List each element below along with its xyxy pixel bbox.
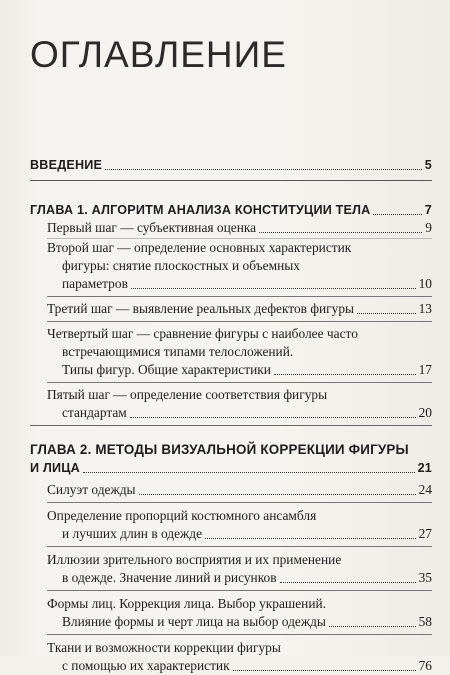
toc-page-number: 17 xyxy=(418,362,432,377)
toc-page-number: 13 xyxy=(418,301,432,316)
leader-dots xyxy=(329,626,416,627)
toc-entry-label: Четвертый шаг — сравнение фигуры с наиболее часто xyxy=(47,326,358,341)
toc-chapter-2[interactable] xyxy=(30,441,432,477)
toc-chapter-label: ГЛАВА 1. АЛГОРИТМ АНАЛИЗА КОНСТИТУЦИИ ТЕЛА xyxy=(30,203,371,217)
divider xyxy=(47,382,432,383)
leader-dots xyxy=(131,288,416,289)
toc-entry-label: Иллюзии зрительного восприятия и их применение xyxy=(47,552,342,567)
divider xyxy=(30,425,432,426)
toc-entry[interactable] xyxy=(30,595,432,631)
toc-chapter-label: И ЛИЦА xyxy=(30,461,80,475)
toc-page-number: 24 xyxy=(418,482,432,497)
toc-entry-label: Второй шаг — определение основных характеристик xyxy=(47,240,352,255)
leader-dots xyxy=(274,374,416,375)
toc-entry-label: Определение пропорций костюмного ансамбля xyxy=(47,508,317,523)
toc-page-number: 35 xyxy=(418,570,432,585)
toc-entry-label: Третий шаг — выявление реальных дефектов фигуры xyxy=(47,301,355,316)
leader-dots xyxy=(139,494,416,495)
toc-entry[interactable] xyxy=(30,239,432,293)
toc-entry[interactable] xyxy=(30,551,432,587)
toc-page-number: 10 xyxy=(418,276,432,291)
toc-entry-label: Влияние формы и черт лица на выбор одежды xyxy=(62,614,326,629)
toc-page-number: 9 xyxy=(425,220,432,235)
table-of-contents xyxy=(30,156,432,675)
toc-entry-label: с помощью их характеристик xyxy=(62,658,230,673)
toc-entry-intro[interactable] xyxy=(30,156,432,174)
toc-entry-label: Типы фигур. Общие характеристики xyxy=(62,362,271,377)
toc-entry-label: в одежде. Значение линий и рисунков xyxy=(62,570,277,585)
toc-entry-label: параметров xyxy=(62,276,128,291)
leader-dots xyxy=(259,232,422,233)
toc-entry-label: и лучших длин в одежде xyxy=(62,526,203,541)
toc-entry[interactable] xyxy=(30,219,432,237)
leader-dots xyxy=(83,472,415,473)
toc-entry-label: Формы лиц. Коррекция лица. Выбор украшений. xyxy=(47,596,327,611)
toc-entry-label: Ткани и возможности коррекции фигуры xyxy=(47,640,281,655)
leader-dots xyxy=(357,313,416,314)
toc-entry[interactable] xyxy=(30,639,432,675)
divider xyxy=(47,634,432,635)
leader-dots xyxy=(130,417,416,418)
toc-chapter-1[interactable] xyxy=(30,201,432,219)
leader-dots xyxy=(205,538,416,539)
divider xyxy=(47,321,432,322)
leader-dots xyxy=(105,169,422,170)
divider xyxy=(47,546,432,547)
toc-chapter-label: ГЛАВА 2. МЕТОДЫ ВИЗУАЛЬНОЙ КОРРЕКЦИИ ФИГУРЫ xyxy=(30,442,409,457)
toc-entry-label: ВВЕДЕНИЕ xyxy=(30,158,103,172)
toc-entry-label: встречающимися типами телосложений. xyxy=(62,344,294,359)
page-title: ОГЛАВЛЕНИЕ xyxy=(30,34,287,75)
divider xyxy=(47,502,432,503)
leader-dots xyxy=(280,582,416,583)
leader-dots xyxy=(233,670,416,671)
toc-page-number: 76 xyxy=(418,658,432,673)
divider xyxy=(47,296,432,297)
toc-entry[interactable] xyxy=(30,300,432,318)
divider xyxy=(47,590,432,591)
toc-page-number: 21 xyxy=(417,461,432,475)
toc-entry[interactable] xyxy=(30,481,432,499)
toc-page-number: 5 xyxy=(424,158,432,172)
toc-entry-label: Силуэт одежды xyxy=(47,482,136,497)
toc-page-number: 58 xyxy=(418,614,432,629)
toc-page-number: 20 xyxy=(418,405,432,420)
toc-entry-label: Первый шаг — субъективная оценка xyxy=(47,220,257,235)
toc-entry-label: фигуры: снятие плоскостных и объемных xyxy=(62,258,300,273)
toc-entry[interactable] xyxy=(30,507,432,543)
toc-entry[interactable] xyxy=(30,325,432,379)
toc-entry-label: стандартам xyxy=(62,405,127,420)
toc-entry-label: Пятый шаг — определение соответствия фигуры xyxy=(47,387,328,402)
toc-page-number: 27 xyxy=(418,526,432,541)
toc-page-number: 7 xyxy=(424,203,432,217)
leader-dots xyxy=(373,214,421,215)
toc-entry[interactable] xyxy=(30,386,432,422)
